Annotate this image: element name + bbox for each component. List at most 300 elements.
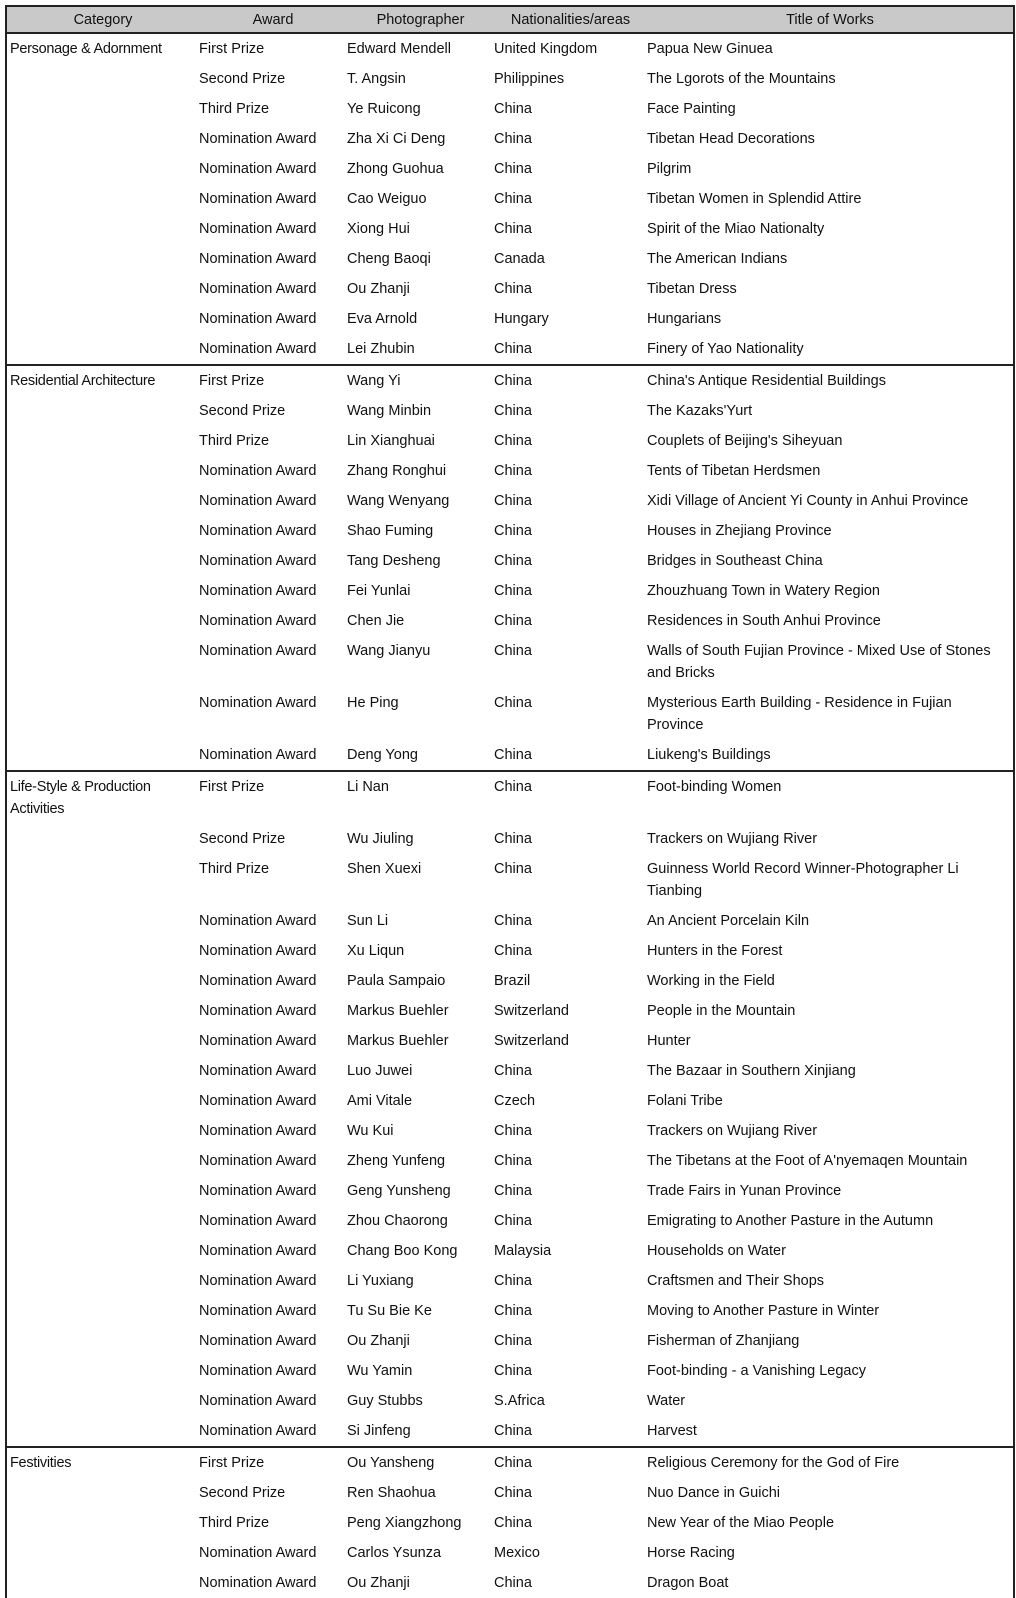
photographer-cell: Tu Su Bie Ke [347, 1303, 432, 1319]
nationality-cell: S.Africa [494, 1393, 545, 1409]
column-header-nationality: Nationalities/areas [494, 6, 647, 33]
photographer-cell: Wu Jiuling [347, 831, 414, 847]
awards-table [5, 5, 1015, 1598]
category-cell-empty [6, 966, 199, 996]
nationality-cell: Mexico [494, 1545, 540, 1561]
column-header-category: Category [6, 6, 199, 33]
table-row [6, 1056, 1014, 1086]
category-cell-empty [6, 1146, 199, 1176]
title-cell: Moving to Another Pasture in Winter [647, 1296, 1014, 1326]
title-cell: Foot-binding Women [647, 771, 1014, 824]
category-cell-empty [6, 1538, 199, 1568]
category-cell-empty [6, 854, 199, 906]
category-cell-empty [6, 1326, 199, 1356]
nationality-cell: China [494, 831, 532, 847]
category-cell-empty [6, 936, 199, 966]
nationality-cell: China [494, 553, 532, 569]
photographer-cell: Edward Mendell [347, 33, 494, 64]
table-row [6, 1386, 1014, 1416]
table-row [6, 33, 1014, 64]
table-row [6, 486, 1014, 516]
award-cell: Nomination Award [199, 1545, 317, 1561]
award-cell: Nomination Award [199, 1333, 317, 1349]
award-cell: Nomination Award [199, 1393, 317, 1409]
table-row [6, 636, 1014, 688]
title-cell: Liukeng's Buildings [647, 740, 1014, 771]
category-cell-empty [6, 214, 199, 244]
category-cell-empty [6, 1206, 199, 1236]
nationality-cell: China [494, 433, 532, 449]
category-cell-empty [6, 304, 199, 334]
category-cell: Personage & Adornment [6, 33, 199, 64]
photographer-cell: Zhong Guohua [347, 161, 444, 177]
award-cell: Nomination Award [199, 1003, 317, 1019]
title-cell: Trackers on Wujiang River [647, 824, 1014, 854]
nationality-cell: China [494, 1515, 532, 1531]
nationality-cell: China [494, 740, 647, 771]
photographer-cell: Xiong Hui [347, 221, 410, 237]
photographer-cell: Wu Kui [347, 1123, 394, 1139]
title-cell: Houses in Zhejiang Province [647, 516, 1014, 546]
nationality-cell: Brazil [494, 973, 531, 989]
category-cell-empty [6, 516, 199, 546]
title-cell: Spirit of the Miao Nationalty [647, 214, 1014, 244]
nationality-cell: China [494, 523, 532, 539]
award-cell: Third Prize [199, 433, 270, 449]
photographer-cell: T. Angsin [347, 71, 406, 87]
title-cell: Tents of Tibetan Herdsmen [647, 456, 1014, 486]
nationality-cell: China [494, 493, 532, 509]
table-row [6, 334, 1014, 365]
table-row [6, 1236, 1014, 1266]
photographer-cell: Chang Boo Kong [347, 1243, 458, 1259]
title-cell: The American Indians [647, 244, 1014, 274]
category-cell-empty [6, 1026, 199, 1056]
photographer-cell: Eva Arnold [347, 311, 418, 327]
category-cell-empty [6, 1296, 199, 1326]
title-cell: Dragon Boat [647, 1568, 1014, 1598]
nationality-cell: China [494, 613, 532, 629]
award-cell: Nomination Award [199, 695, 317, 711]
category-cell-empty [6, 456, 199, 486]
title-cell: Harvest [647, 1416, 1014, 1447]
table-row [6, 154, 1014, 184]
table-row [6, 1478, 1014, 1508]
nationality-cell: Czech [494, 1093, 536, 1109]
nationality-cell: China [494, 1183, 532, 1199]
photographer-cell: Wang Minbin [347, 403, 432, 419]
nationality-cell: China [494, 463, 532, 479]
category-cell-empty [6, 1236, 199, 1266]
table-row [6, 274, 1014, 304]
nationality-cell: Canada [494, 251, 545, 267]
award-cell: Nomination Award [199, 583, 317, 599]
award-cell: Nomination Award [199, 740, 347, 771]
award-cell: Nomination Award [199, 1575, 317, 1591]
nationality-cell: Switzerland [494, 1003, 569, 1019]
award-cell: Nomination Award [199, 553, 317, 569]
table-row [6, 1568, 1014, 1598]
nationality-cell: China [494, 583, 532, 599]
table-row [6, 365, 1014, 396]
photographer-cell: Ami Vitale [347, 1093, 413, 1109]
category-cell-empty [6, 740, 199, 771]
award-cell: Nomination Award [199, 613, 317, 629]
nationality-cell: China [494, 1123, 532, 1139]
photographer-cell: Deng Yong [347, 740, 494, 771]
nationality-cell: China [494, 1273, 532, 1289]
photographer-cell: Peng Xiangzhong [347, 1515, 462, 1531]
category-cell-empty [6, 486, 199, 516]
photographer-cell: Fei Yunlai [347, 583, 411, 599]
title-cell: Craftsmen and Their Shops [647, 1266, 1014, 1296]
award-cell: Nomination Award [199, 221, 317, 237]
nationality-cell: China [494, 221, 532, 237]
photographer-cell: Li Yuxiang [347, 1273, 414, 1289]
award-cell: Nomination Award [199, 1363, 317, 1379]
award-cell: Nomination Award [199, 973, 317, 989]
award-cell: First Prize [199, 365, 347, 396]
category-cell-empty [6, 244, 199, 274]
category-cell-empty [6, 64, 199, 94]
nationality-cell: United Kingdom [494, 33, 647, 64]
title-cell: Guinness World Record Winner-Photographer Li Tianbing [647, 854, 1014, 906]
nationality-cell: China [494, 643, 532, 659]
category-cell-empty [6, 688, 199, 740]
category-cell-empty [6, 1478, 199, 1508]
category-cell-empty [6, 824, 199, 854]
title-cell: Bridges in Southeast China [647, 546, 1014, 576]
photographer-cell: Shao Fuming [347, 523, 434, 539]
award-cell: Nomination Award [199, 1183, 317, 1199]
nationality-cell: China [494, 1063, 532, 1079]
nationality-cell: China [494, 861, 532, 877]
photographer-cell: Markus Buehler [347, 1033, 449, 1049]
table-row [6, 456, 1014, 486]
category-cell-empty [6, 1116, 199, 1146]
award-cell: Nomination Award [199, 1243, 317, 1259]
title-cell: Walls of South Fujian Province - Mixed Use of Stones and Bricks [647, 636, 1014, 688]
nationality-cell: China [494, 1333, 532, 1349]
title-cell: Foot-binding - a Vanishing Legacy [647, 1356, 1014, 1386]
title-cell: Horse Racing [647, 1538, 1014, 1568]
title-cell: Tibetan Women in Splendid Attire [647, 184, 1014, 214]
nationality-cell: China [494, 1447, 647, 1478]
nationality-cell: China [494, 913, 532, 929]
table-row [6, 546, 1014, 576]
table-body [6, 33, 1014, 1598]
table-row [6, 688, 1014, 740]
photographer-cell: He Ping [347, 695, 399, 711]
category-cell: Festivities [6, 1447, 199, 1478]
award-cell: Nomination Award [199, 281, 317, 297]
award-cell: Nomination Award [199, 913, 317, 929]
photographer-cell: Carlos Ysunza [347, 1545, 442, 1561]
award-cell: Nomination Award [199, 1063, 317, 1079]
title-cell: Zhouzhuang Town in Watery Region [647, 576, 1014, 606]
table-row [6, 94, 1014, 124]
award-cell: Third Prize [199, 861, 270, 877]
category-cell-empty [6, 546, 199, 576]
title-cell: Fisherman of Zhanjiang [647, 1326, 1014, 1356]
category-cell-empty [6, 1356, 199, 1386]
table-row [6, 1416, 1014, 1447]
award-cell: Second Prize [199, 831, 286, 847]
photographer-cell: Zhang Ronghui [347, 463, 447, 479]
award-cell: First Prize [199, 771, 347, 824]
category-cell-empty [6, 1086, 199, 1116]
award-cell: Second Prize [199, 1485, 286, 1501]
table-row [6, 966, 1014, 996]
category-cell-empty [6, 906, 199, 936]
title-cell: Mysterious Earth Building - Residence in Fujian Province [647, 688, 1014, 740]
award-cell: Nomination Award [199, 523, 317, 539]
photographer-cell: Zha Xi Ci Deng [347, 131, 446, 147]
award-cell: Second Prize [199, 403, 286, 419]
column-header-award: Award [199, 6, 347, 33]
table-row [6, 1086, 1014, 1116]
nationality-cell: China [494, 1575, 532, 1591]
table-row [6, 516, 1014, 546]
photographer-cell: Wang Jianyu [347, 643, 431, 659]
photographer-cell: Li Nan [347, 771, 494, 824]
award-cell: Third Prize [199, 101, 270, 117]
award-cell: Nomination Award [199, 334, 347, 365]
photographer-cell: Wu Yamin [347, 1363, 413, 1379]
photographer-cell: Luo Juwei [347, 1063, 413, 1079]
category-cell-empty [6, 1508, 199, 1538]
category-cell-empty [6, 124, 199, 154]
title-cell: Papua New Ginuea [647, 33, 1014, 64]
table-row [6, 1296, 1014, 1326]
title-cell: Emigrating to Another Pasture in the Autumn [647, 1206, 1014, 1236]
table-row [6, 1026, 1014, 1056]
table-row [6, 396, 1014, 426]
title-cell: Xidi Village of Ancient Yi County in Anhui Province [647, 486, 1014, 516]
table-row [6, 1206, 1014, 1236]
nationality-cell: China [494, 695, 532, 711]
category-cell-empty [6, 154, 199, 184]
nationality-cell: China [494, 1363, 532, 1379]
title-cell: Finery of Yao Nationality [647, 334, 1014, 365]
photographer-cell: Geng Yunsheng [347, 1183, 451, 1199]
category-cell-empty [6, 606, 199, 636]
category-cell-empty [6, 1056, 199, 1086]
table-row [6, 1116, 1014, 1146]
award-cell: Nomination Award [199, 1033, 317, 1049]
award-cell: Nomination Award [199, 463, 317, 479]
photographer-cell: Ou Zhanji [347, 281, 410, 297]
photographer-cell: Xu Liqun [347, 943, 405, 959]
photographer-cell: Zhou Chaorong [347, 1213, 448, 1229]
column-header-photographer: Photographer [347, 6, 494, 33]
nationality-cell: Malaysia [494, 1243, 552, 1259]
photographer-cell: Si Jinfeng [347, 1416, 494, 1447]
title-cell: The Tibetans at the Foot of A'nyemaqen Mountain [647, 1146, 1014, 1176]
table-row [6, 64, 1014, 94]
award-cell: Nomination Award [199, 191, 317, 207]
photographer-cell: Shen Xuexi [347, 861, 422, 877]
title-cell: Working in the Field [647, 966, 1014, 996]
photographer-cell: Zheng Yunfeng [347, 1153, 446, 1169]
title-cell: Religious Ceremony for the God of Fire [647, 1447, 1014, 1478]
photographer-cell: Ren Shaohua [347, 1485, 436, 1501]
title-cell: Nuo Dance in Guichi [647, 1478, 1014, 1508]
table-row [6, 854, 1014, 906]
nationality-cell: China [494, 1485, 532, 1501]
header-row [6, 6, 1014, 33]
photographer-cell: Chen Jie [347, 613, 405, 629]
title-cell: The Lgorots of the Mountains [647, 64, 1014, 94]
award-cell: Nomination Award [199, 643, 317, 659]
photographer-cell: Paula Sampaio [347, 973, 446, 989]
table-row [6, 1176, 1014, 1206]
title-cell: Tibetan Head Decorations [647, 124, 1014, 154]
title-cell: China's Antique Residential Buildings [647, 365, 1014, 396]
photographer-cell: Cheng Baoqi [347, 251, 431, 267]
award-cell: Nomination Award [199, 493, 317, 509]
table-row [6, 1447, 1014, 1478]
category-cell-empty [6, 1568, 199, 1598]
award-cell: Nomination Award [199, 311, 317, 327]
column-header-title: Title of Works [647, 6, 1014, 33]
category-cell-empty [6, 426, 199, 456]
category-cell-empty [6, 334, 199, 365]
nationality-cell: China [494, 191, 532, 207]
table-row [6, 1266, 1014, 1296]
photographer-cell: Ou Yansheng [347, 1447, 494, 1478]
category-cell-empty [6, 94, 199, 124]
nationality-cell: China [494, 365, 647, 396]
nationality-cell: China [494, 771, 647, 824]
title-cell: Pilgrim [647, 154, 1014, 184]
category-cell-empty [6, 274, 199, 304]
photographer-cell: Wang Wenyang [347, 493, 450, 509]
title-cell: People in the Mountain [647, 996, 1014, 1026]
nationality-cell: Philippines [494, 71, 565, 87]
table-row [6, 1146, 1014, 1176]
award-cell: Nomination Award [199, 161, 317, 177]
title-cell: Residences in South Anhui Province [647, 606, 1014, 636]
photographer-cell: Ye Ruicong [347, 101, 421, 117]
title-cell: Tibetan Dress [647, 274, 1014, 304]
award-cell: Second Prize [199, 71, 286, 87]
nationality-cell: China [494, 1303, 532, 1319]
title-cell: Couplets of Beijing's Siheyuan [647, 426, 1014, 456]
title-cell: Households on Water [647, 1236, 1014, 1266]
table-row [6, 184, 1014, 214]
photographer-cell: Tang Desheng [347, 553, 441, 569]
photographer-cell: Sun Li [347, 913, 389, 929]
nationality-cell: China [494, 161, 532, 177]
nationality-cell: China [494, 403, 532, 419]
award-cell: Nomination Award [199, 1303, 317, 1319]
table-row [6, 1356, 1014, 1386]
title-cell: Folani Tribe [647, 1086, 1014, 1116]
table-row [6, 304, 1014, 334]
photographer-cell: Ou Zhanji [347, 1575, 410, 1591]
photographer-cell: Markus Buehler [347, 1003, 449, 1019]
category-cell-empty [6, 636, 199, 688]
nationality-cell: China [494, 1153, 532, 1169]
category-cell-empty [6, 1416, 199, 1447]
title-cell: Hunter [647, 1026, 1014, 1056]
award-cell: Nomination Award [199, 1273, 317, 1289]
title-cell: Hungarians [647, 304, 1014, 334]
title-cell: Face Painting [647, 94, 1014, 124]
table-row [6, 1508, 1014, 1538]
title-cell: Hunters in the Forest [647, 936, 1014, 966]
nationality-cell: China [494, 943, 532, 959]
award-cell: Nomination Award [199, 1093, 317, 1109]
award-cell: Nomination Award [199, 1416, 347, 1447]
nationality-cell: China [494, 1213, 532, 1229]
nationality-cell: Hungary [494, 311, 549, 327]
category-cell-empty [6, 996, 199, 1026]
category-cell-empty [6, 576, 199, 606]
category-cell: Residential Architecture [6, 365, 199, 396]
award-cell: Nomination Award [199, 1153, 317, 1169]
nationality-cell: China [494, 281, 532, 297]
title-cell: The Bazaar in Southern Xinjiang [647, 1056, 1014, 1086]
photographer-cell: Guy Stubbs [347, 1393, 423, 1409]
title-cell: Water [647, 1386, 1014, 1416]
photographer-cell: Wang Yi [347, 365, 494, 396]
table-row [6, 740, 1014, 771]
nationality-cell: China [494, 1416, 647, 1447]
photographer-cell: Lin Xianghuai [347, 433, 435, 449]
category-cell: Life-Style & Production Activities [6, 771, 199, 824]
photographer-cell: Cao Weiguo [347, 191, 427, 207]
title-cell: Trackers on Wujiang River [647, 1116, 1014, 1146]
title-cell: New Year of the Miao People [647, 1508, 1014, 1538]
table-row [6, 576, 1014, 606]
table-row [6, 1326, 1014, 1356]
category-cell-empty [6, 1266, 199, 1296]
award-cell: Nomination Award [199, 1123, 317, 1139]
nationality-cell: China [494, 131, 532, 147]
category-cell-empty [6, 1176, 199, 1206]
award-cell: Nomination Award [199, 1213, 317, 1229]
award-cell: Nomination Award [199, 131, 317, 147]
nationality-cell: China [494, 101, 532, 117]
table-row [6, 124, 1014, 154]
table-row [6, 244, 1014, 274]
table-row [6, 214, 1014, 244]
table-row [6, 426, 1014, 456]
title-cell: An Ancient Porcelain Kiln [647, 906, 1014, 936]
nationality-cell: China [494, 334, 647, 365]
award-cell: First Prize [199, 33, 347, 64]
title-cell: Trade Fairs in Yunan Province [647, 1176, 1014, 1206]
award-cell: Third Prize [199, 1515, 270, 1531]
table-row [6, 824, 1014, 854]
category-cell-empty [6, 396, 199, 426]
award-cell: First Prize [199, 1447, 347, 1478]
table-row [6, 1538, 1014, 1568]
category-cell-empty [6, 1386, 199, 1416]
table-row [6, 606, 1014, 636]
photographer-cell: Lei Zhubin [347, 334, 494, 365]
table-row [6, 906, 1014, 936]
table-row [6, 771, 1014, 824]
award-cell: Nomination Award [199, 251, 317, 267]
table-row [6, 996, 1014, 1026]
category-cell-empty [6, 184, 199, 214]
table-row [6, 936, 1014, 966]
title-cell: The Kazaks'Yurt [647, 396, 1014, 426]
photographer-cell: Ou Zhanji [347, 1333, 410, 1349]
